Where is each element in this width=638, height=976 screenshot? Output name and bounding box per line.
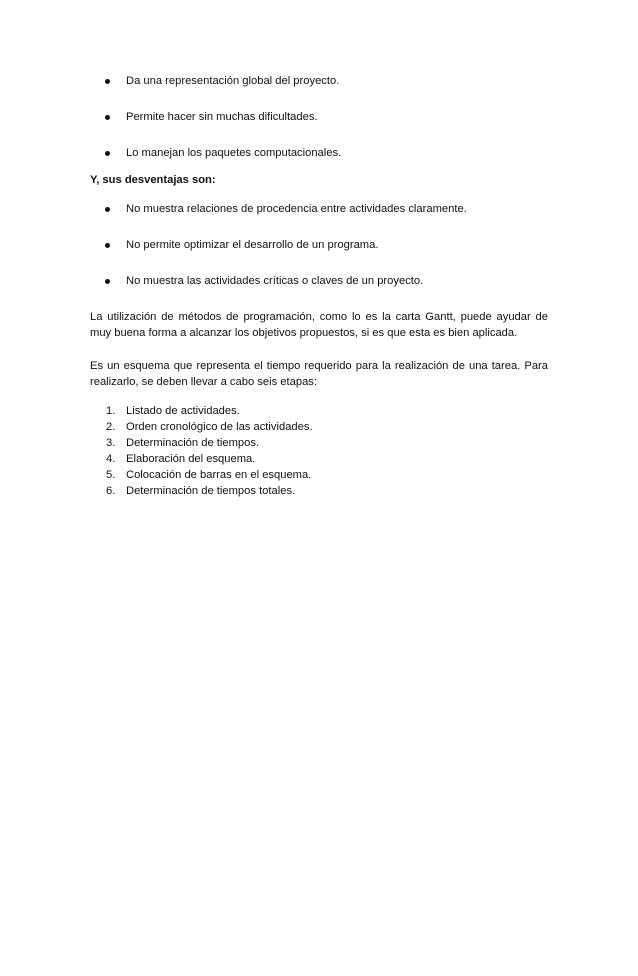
bullet-icon xyxy=(105,151,110,156)
list-item xyxy=(0,74,638,88)
list-item xyxy=(0,451,638,467)
list-item-number: 4. xyxy=(106,453,116,465)
scheme-paragraph: Es un esquema que representa el tiempo requerido para la realización de una tarea. Para realizarlo, se deben llevar a cabo seis etapas: xyxy=(90,360,548,388)
list-item xyxy=(0,146,638,160)
bullet-icon xyxy=(105,207,110,212)
list-item-number: 1. xyxy=(106,405,116,417)
list-item xyxy=(0,435,638,451)
disadvantages-list xyxy=(0,202,638,310)
list-item-text: Orden cronológico de las actividades. xyxy=(126,421,313,433)
list-item xyxy=(0,238,638,252)
list-item-number: 5. xyxy=(106,469,116,481)
list-item-number: 6. xyxy=(106,485,116,497)
list-item-text: Determinación de tiempos totales. xyxy=(126,485,296,497)
list-item-text: No muestra relaciones de procedencia entre actividades claramente. xyxy=(126,203,467,215)
list-item-text: Lo manejan los paquetes computacionales. xyxy=(126,147,342,159)
bullet-icon xyxy=(105,115,110,120)
list-item xyxy=(0,403,638,419)
list-item xyxy=(0,419,638,435)
list-item-text: Listado de actividades. xyxy=(126,405,240,417)
list-item-text: No muestra las actividades críticas o claves de un proyecto. xyxy=(126,275,424,287)
list-item-text: Elaboración del esquema. xyxy=(126,453,256,465)
disadvantages-heading: Y, sus desventajas son: xyxy=(90,174,216,186)
list-item xyxy=(0,274,638,288)
list-item-text: Permite hacer sin muchas dificultades. xyxy=(126,111,318,123)
bullet-icon xyxy=(105,243,110,248)
list-item-text: Da una representación global del proyecto. xyxy=(126,75,340,87)
bullet-icon xyxy=(105,279,110,284)
list-item xyxy=(0,483,638,499)
list-item xyxy=(0,202,638,216)
gantt-paragraph: La utilización de métodos de programación, como lo es la carta Gantt, puede ayudar de muy buena forma a alcanzar los objetivos propuestos, si es que esta es bien aplicada. xyxy=(90,311,548,339)
list-item xyxy=(0,467,638,483)
stages-list xyxy=(0,403,638,499)
list-item-text: Determinación de tiempos. xyxy=(126,437,260,449)
advantages-list xyxy=(0,74,638,182)
list-item xyxy=(0,110,638,124)
bullet-icon xyxy=(105,79,110,84)
list-item-number: 3. xyxy=(106,437,116,449)
list-item-text: No permite optimizar el desarrollo de un programa. xyxy=(126,239,379,251)
list-item-text: Colocación de barras en el esquema. xyxy=(126,469,312,481)
list-item-number: 2. xyxy=(106,421,116,433)
